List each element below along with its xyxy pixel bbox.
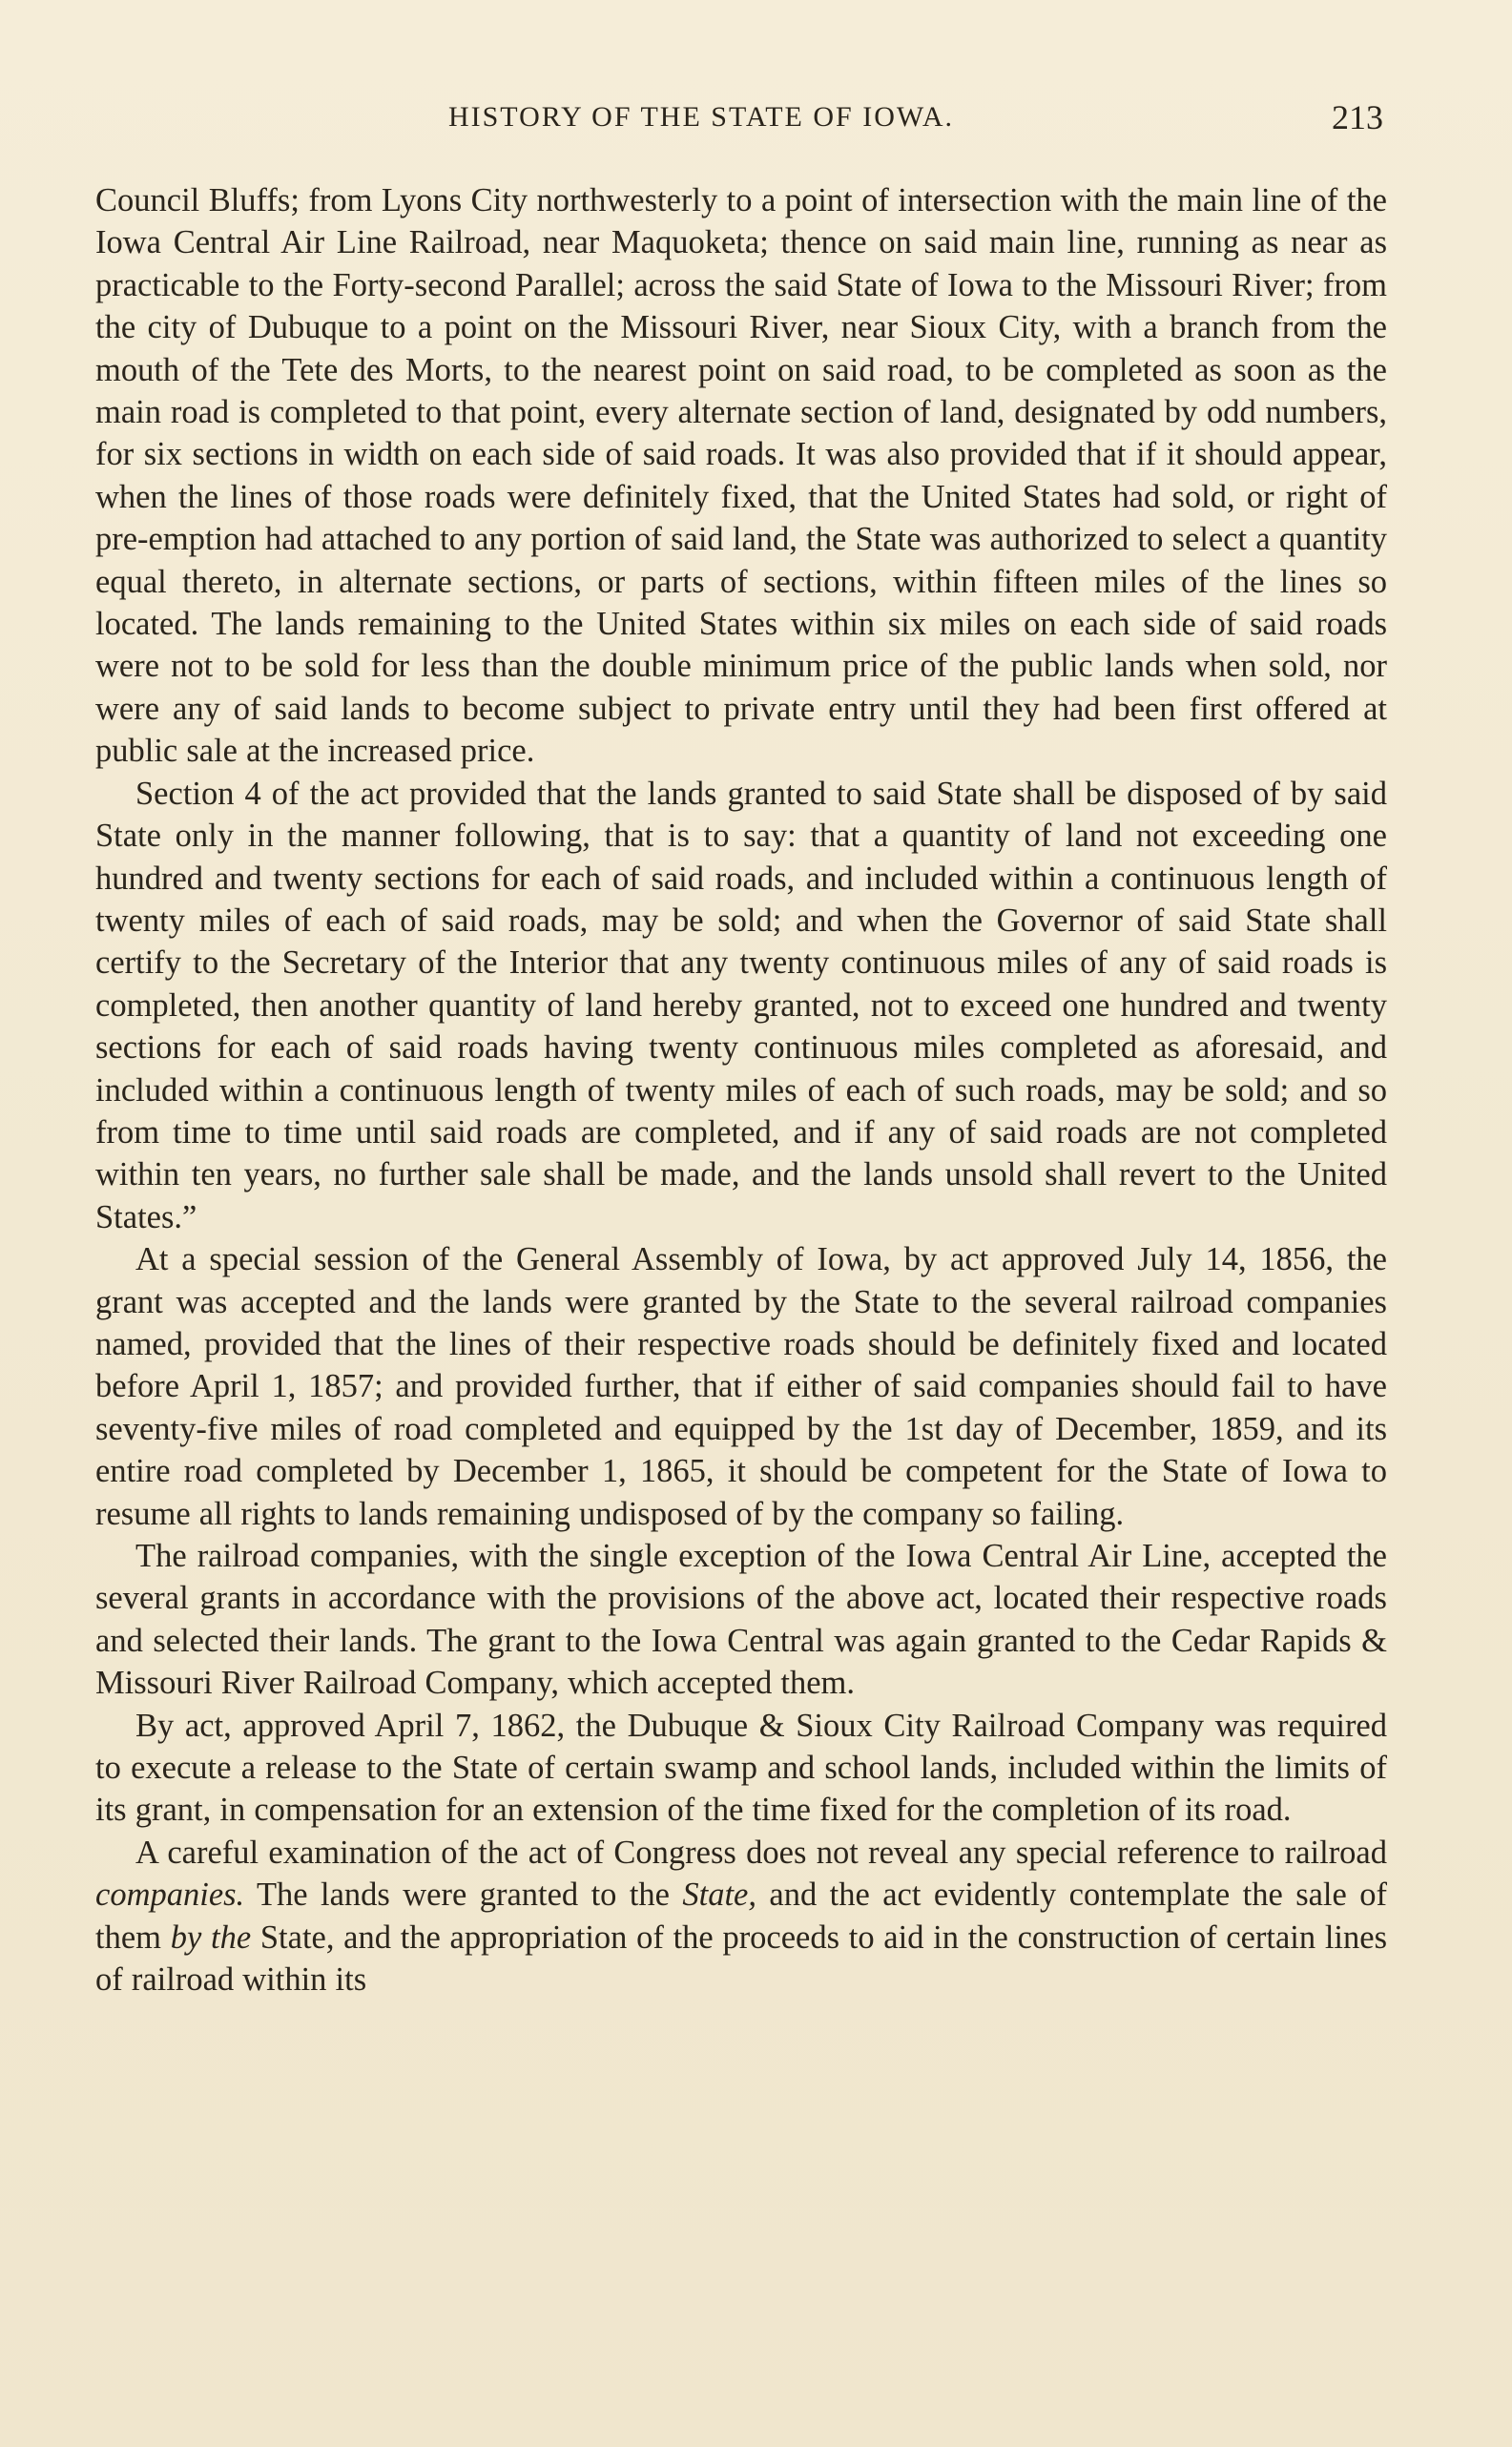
paragraph-6-italic-by-the: by the xyxy=(170,1918,252,1956)
paragraph-1: Council Bluffs; from Lyons City northwesterly to a point of intersection with the main line of the Iowa Central Air Line Railroad, near Maquoketa; thence on said main line, running as near as practicable to the Forty-second Parallel; across the said State of Iowa to the Missouri River; from the city of Dubuque to a point on the Missouri River, near Sioux City, with a branch from the mouth of the Tete des Morts, to the nearest point on said road, to be completed as soon as the main road is completed to that point, every alternate section of land, designated by odd numbers, for six sections in width on each side of said roads. It was also provided that if it should appear, when the lines of those roads were definitely fixed, that the United States had sold, or right of pre-emption had attached to any portion of said land, the State was authorized to select a quantity equal thereto, in alternate sections, or parts of sections, within fifteen miles of the lines so located. The lands remaining to the United States within six miles on each side of said roads were not to be sold for less than the double minimum price of the public lands when sold, nor were any of said lands to become subject to private entry until they had been first offered at public sale at the increased price. xyxy=(95,182,1387,770)
paragraph-6-italic-state: State, xyxy=(682,1877,756,1914)
paragraph-4: The railroad companies, with the single exception of the Iowa Central Air Line, accepted the several grants in accordance with the provisions of the above act, located their respective roads and selected their lands. The grant to the Iowa Central was again granted to the Cedar Rapids & Missouri River Railroad Company, which accepted them. xyxy=(95,1538,1387,1702)
paragraph-6-text-3: and the act evidently contemplate the sale of them xyxy=(95,1877,1387,1956)
paragraph-3: At a special session of the General Assembly of Iowa, by act approved July 14, 1856, the grant was accepted and the lands were granted by the State to the several railroad companies named, provided that the lines of their respective roads should be definitely fixed and located before April 1, 1857; and provided further, that if either of said companies should fail to have seventy-five miles of road completed and equipped by the 1st day of December, 1859, and its entire road completed by December 1, 1865, it should be competent for the State of Iowa to resume all rights to lands remaining undisposed of by the company so failing. xyxy=(95,1241,1387,1532)
paragraph-6-italic-companies: companies. xyxy=(95,1877,245,1914)
paragraph-6-text-1: A careful examination of the act of Congress does not reveal any special reference to railroad xyxy=(135,1834,1387,1871)
paragraph-6 xyxy=(95,1832,1387,2001)
page-header xyxy=(95,93,1393,141)
page-number: 213 xyxy=(1332,98,1383,136)
paragraph-6-text-2: The lands were granted to the xyxy=(244,1877,683,1914)
paragraph-6-text-4: State, and the appropriation of the proceeds to aid in the construction of certain lines of railroad within its xyxy=(95,1918,1388,1999)
body-text xyxy=(95,179,1387,2001)
running-head: HISTORY OF THE STATE OF IOWA. xyxy=(447,101,955,133)
paragraph-5: By act, approved April 7, 1862, the Dubuque & Sioux City Railroad Company was required to execute a release to the State of certain swamp and school lands, included within the limits of its grant, in compensation for an extension of the time fixed for the completion of its road. xyxy=(95,1707,1387,1829)
paragraph-2: Section 4 of the act provided that the lands granted to said State shall be disposed of by said State only in the manner following, that is to say: that a quantity of land not exceeding one hundred and twenty sections for each of said roads, and included within a continuous length of twenty miles of each of said roads, may be sold; and when the Governor of said State shall certify to the Secretary of the Interior that any twenty continuous miles of any of said roads is completed, then another quantity of land hereby granted, not to exceed one hundred and twenty sections for each of said roads having twenty continuous miles completed as aforesaid, and included within a continuous length of twenty miles of each of such roads, may be sold; and so from time to time until said roads are completed, and if any of said roads are not completed within ten years, no further sale shall be made, and the lands unsold shall revert to the United States.” xyxy=(95,775,1387,1235)
